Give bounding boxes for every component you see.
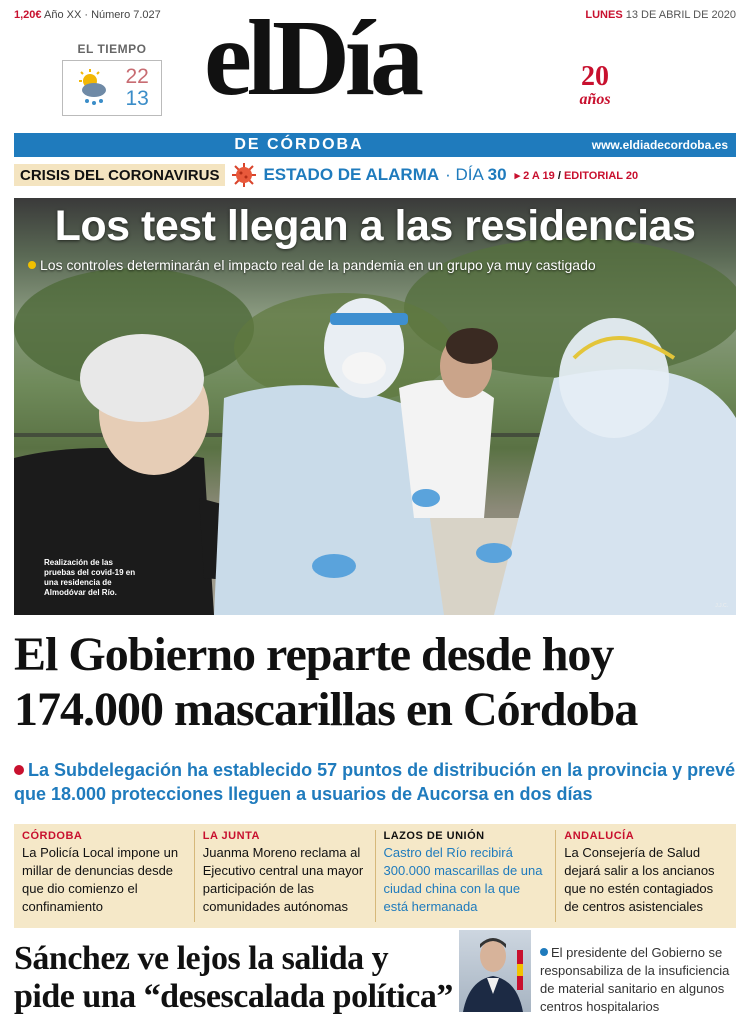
photo-subhead-text: Los controles determinarán el impacto real de la pandemia en un grupo ya muy castigado	[40, 257, 596, 273]
bottom-headline[interactable]: Sánchez ve lejos la salida y pide una “desescalada política”	[14, 940, 453, 1015]
alarm-day-label: · DÍA	[445, 165, 483, 184]
issue-number: Número 7.027	[91, 9, 161, 21]
weather-box	[62, 42, 162, 116]
main-deck	[14, 758, 736, 806]
edition-title: DE CÓRDOBA	[234, 136, 364, 153]
temperatures	[125, 66, 148, 110]
edition-bar	[14, 133, 736, 157]
lead-photo	[14, 198, 736, 615]
brief-item[interactable]	[14, 830, 195, 922]
brief-item[interactable]	[195, 830, 376, 922]
virus-icon	[231, 162, 257, 188]
weather-label: EL TIEMPO	[77, 42, 147, 56]
bullet-icon	[540, 948, 548, 956]
weather-panel	[62, 60, 162, 116]
sun-rain-icon	[75, 68, 109, 108]
page-references: ▸ 2 A 19 / EDITORIAL 20	[514, 169, 639, 182]
politician-illustration	[459, 930, 531, 1012]
website-link[interactable]: www.eldiadecordoba.es	[591, 138, 728, 152]
photo-caption: Realización de las pruebas del covid-19 en una residencia de Almodóvar del Río.	[44, 558, 136, 597]
bottom-brief-text: El presidente del Gobierno se responsabiliza de la insuficiencia de material sanitario en algunos centros hospitalarios	[540, 945, 730, 1014]
brief-text: La Consejería de Salud dejará salir a los ancianos que no estén contagiados de centros asistenciales	[564, 845, 715, 914]
editorial-ref: EDITORIAL 20	[563, 169, 639, 182]
brief-tag: CÓRDOBA	[22, 830, 83, 842]
alarm-day	[445, 165, 506, 185]
bullet-icon	[28, 261, 36, 269]
temp-min: 13	[125, 87, 149, 110]
anniversary-word: años	[579, 91, 611, 108]
main-deck-text: La Subdelegación ha establecido 57 puntos de distribución en la provincia y prevé que 18.000 protecciones lleguen a usuarios de Aucorsa en dos días	[14, 760, 736, 804]
brief-item[interactable]	[376, 830, 557, 922]
temp-max: 22	[125, 65, 149, 88]
date-line	[585, 9, 736, 21]
crisis-label: CRISIS DEL CORONAVIRUS	[14, 164, 225, 186]
year: Año XX	[43, 9, 82, 21]
brief-text: La Policía Local impone un millar de denuncias desde que dio comienzo el confinamiento	[22, 845, 179, 914]
alarm-day-number: 30	[487, 165, 507, 184]
weekday: LUNES	[585, 9, 623, 21]
brief-item[interactable]	[556, 830, 736, 922]
brief-tag: LA JUNTA	[202, 830, 260, 842]
price: 1,20€	[14, 9, 42, 21]
anniversary-number: 20	[581, 61, 609, 92]
brief-tag: LAZOS DE UNIÓN	[383, 830, 485, 842]
main-headline[interactable]: El Gobierno reparte desde hoy 174.000 mascarillas en Córdoba	[14, 628, 638, 736]
anniversary-badge	[566, 63, 624, 109]
bullet-icon	[14, 765, 24, 775]
photo-credit: J.J.C.	[715, 603, 728, 609]
brief-tag: ANDALUCÍA	[564, 830, 635, 842]
bottom-brief	[540, 944, 736, 1016]
date: 13 DE ABRIL DE 2020	[625, 9, 736, 21]
issue-meta: 1,20€ Año XX · Número 7.027	[14, 9, 161, 21]
photo-headline[interactable]: Los test llegan a las residencias	[54, 202, 696, 250]
crisis-bar	[14, 161, 736, 189]
brief-text: Castro del Río recibirá 300.000 mascarillas de una ciudad china con la que está hermanada	[383, 845, 543, 914]
photo-subhead	[28, 257, 596, 273]
newspaper-logo[interactable]: elDía	[204, 0, 419, 118]
pages-range: ▸ 2 A 19	[514, 169, 555, 182]
alarm-state: ESTADO DE ALARMA	[263, 165, 440, 184]
news-briefs	[14, 824, 736, 928]
politician-photo	[459, 930, 531, 1012]
brief-text: Juanma Moreno reclama al Ejecutivo central una mayor participación de las comunidades autónomas	[202, 845, 364, 914]
